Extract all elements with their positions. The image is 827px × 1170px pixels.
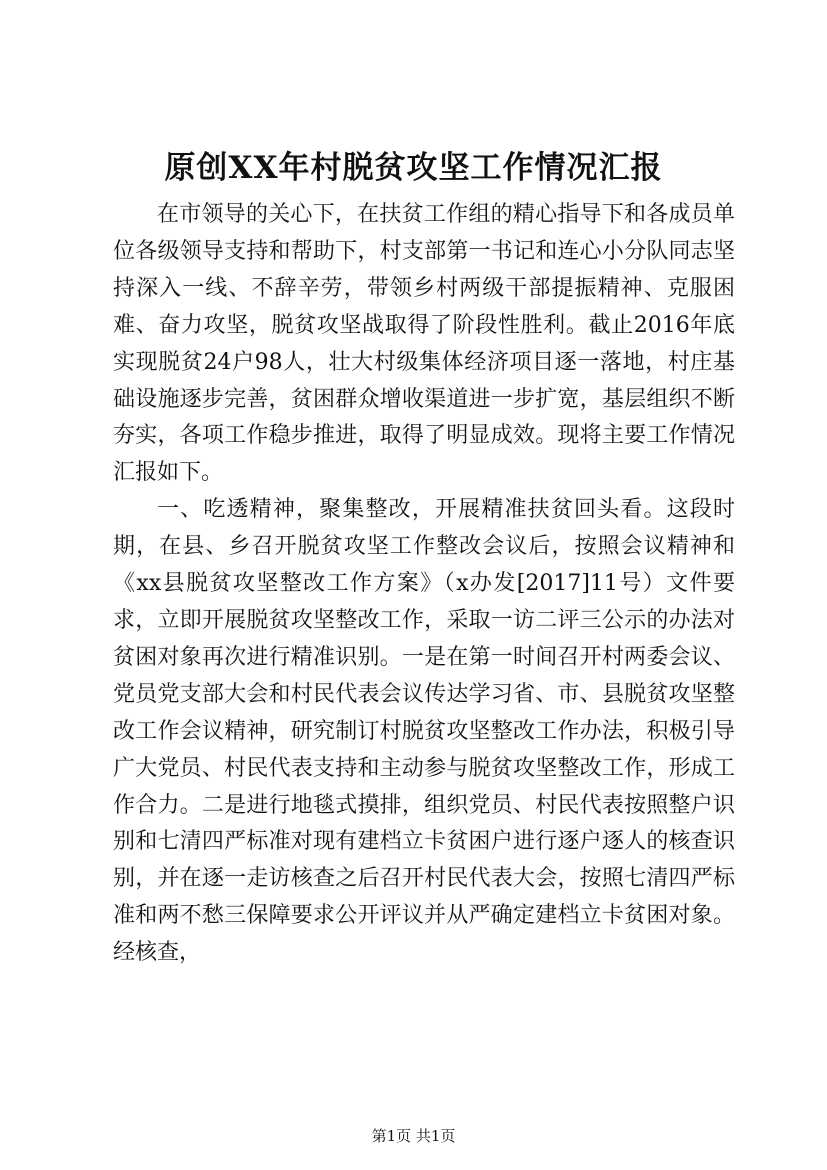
document-body [113, 197, 735, 972]
paragraph-section-one: 一、吃透精神，聚集整改，开展精准扶贫回头看。这段时期，在县、乡召开脱贫攻坚工作整改会议后，按照会议精神和《xx县脱贫攻坚整改工作方案》（x办发[2017]11号）文件要求，立即开展脱贫攻坚整改工作，采取一访二评三公示的办法对贫困对象再次进行精准识别。一是在第一时间召开村两委会议、党员党支部大会和村民代表会议传达学习省、市、县脱贫攻坚整改工作会议精神，研究制订村脱贫攻坚整改工作办法，积极引导广大党员、村民代表支持和主动参与脱贫攻坚整改工作，形成工作合力。二是进行地毯式摸排，组织党员、村民代表按照整户识别和七清四严标准对现有建档立卡贫困户进行逐户逐人的核查识别，并在逐一走访核查之后召开村民代表大会，按照七清四严标准和两不愁三保障要求公开评议并从严确定建档立卡贫困对象。经核查， [113, 497, 735, 966]
document-title: 原创XX年村脱贫攻坚工作情况汇报 [164, 150, 663, 186]
paragraph-intro: 在市领导的关心下，在扶贫工作组的精心指导下和各成员单位各级领导支持和帮助下，村支部第一书记和连心小分队同志坚持深入一线、不辞辛劳，带领乡村两级干部提振精神、克服困难、奋力攻坚，脱贫攻坚战取得了阶段性胜利。截止2016年底实现脱贫24户98人，壮大村级集体经济项目逐一落地，村庄基础设施逐步完善，贫困群众增收渠道进一步扩宽，基层组织不断夯实，各项工作稳步推进，取得了明显成效。现将主要工作情况汇报如下。 [113, 202, 735, 486]
page-footer: 第1页 共1页 [371, 1127, 456, 1145]
